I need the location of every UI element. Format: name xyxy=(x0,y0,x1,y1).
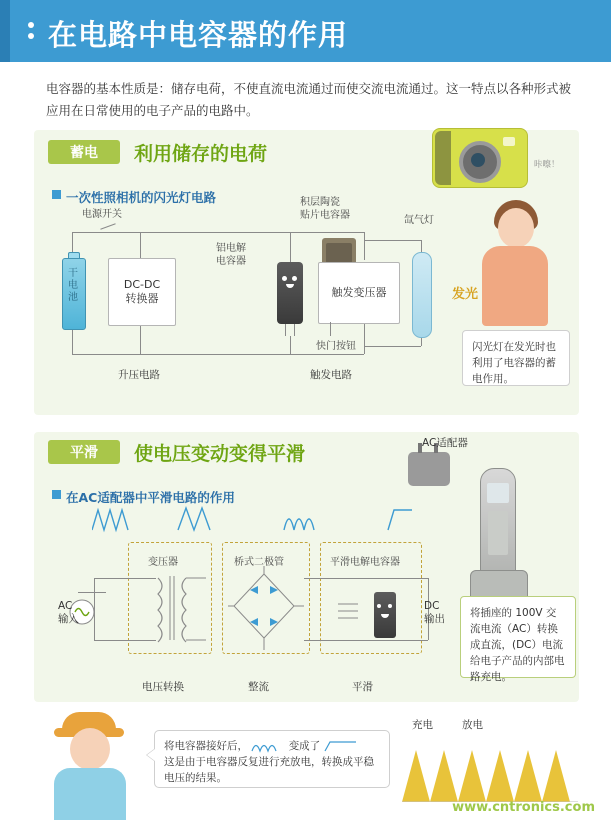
boy-head xyxy=(70,728,110,770)
trigger-transformer-box: 触发变压器 xyxy=(318,262,400,324)
light-label: 发光 xyxy=(452,287,479,302)
header-accent-bar xyxy=(0,0,10,62)
battery-label: 干 电 池 xyxy=(68,268,78,303)
wire-s2-left xyxy=(94,578,95,640)
section-1-tag: 蓄电 xyxy=(48,140,120,164)
boost-circuit-label: 升压电路 xyxy=(118,369,160,381)
subtitle-marker-2 xyxy=(52,490,61,499)
xenon-lamp-illustration xyxy=(412,252,432,338)
bridge-label: 桥式二极管 xyxy=(234,557,284,568)
section-2-subtitle: 在AC适配器中平滑电路的作用 xyxy=(66,490,235,505)
wave-before-icon xyxy=(251,739,285,753)
wire-cap-top xyxy=(290,232,291,262)
wire-shutter xyxy=(330,322,331,336)
aluminium-capacitor-label: 铝电解 电容器 xyxy=(216,243,246,267)
section-2-title: 使电压变动变得平滑 xyxy=(134,443,306,465)
section-1-subtitle: 一次性照相机的闪光灯电路 xyxy=(66,190,217,205)
camera-flash xyxy=(503,137,515,146)
wire-dcdc-bottom xyxy=(140,322,141,354)
transformer-symbol xyxy=(150,572,210,646)
charge-discharge-waveform xyxy=(402,740,578,802)
discharge-label: 放电 xyxy=(462,719,483,731)
phone-screen xyxy=(487,483,509,503)
dots-icon xyxy=(28,22,44,42)
aluminium-capacitor-illustration xyxy=(277,262,303,324)
wire-dcdc-top xyxy=(140,232,141,260)
chip-capacitor-body xyxy=(326,243,352,263)
intro-paragraph: 电容器的基本性质是：储存电荷，不使直流电流通过而使交流电流通过。这一特点以各种形式被应用在日常使用的电子产品的电路中。 xyxy=(46,81,572,118)
ac-adapter-illustration xyxy=(408,452,450,486)
wire-trig-top xyxy=(364,232,365,260)
bridge-rectifier-symbol xyxy=(228,566,304,650)
speech-line-2: 这是由于电容器反复进行充放电，转换成平稳电压的结果。 xyxy=(164,756,374,784)
transformer-label: 变压器 xyxy=(148,557,178,568)
wire-xenon-bottom xyxy=(364,346,421,347)
wire-xenon-top xyxy=(364,240,421,241)
wire-s2-top2 xyxy=(304,578,428,579)
wave-after-icon xyxy=(324,739,358,753)
subtitle-marker-1 xyxy=(52,190,61,199)
ac-input-label: AC 输入 xyxy=(58,600,79,625)
section-2-tag: 平滑 xyxy=(48,440,120,464)
dcdc-converter-box xyxy=(108,258,176,326)
wire-trig-bottom xyxy=(364,322,365,354)
charge-label: 充电 xyxy=(412,719,433,731)
wire-bottom xyxy=(72,354,364,355)
xenon-label: 氙气灯 xyxy=(404,215,434,226)
boy-body xyxy=(54,768,126,820)
section-1-title: 利用储存的电荷 xyxy=(134,143,268,165)
camera-lens xyxy=(459,141,501,183)
waveform-row xyxy=(92,500,422,540)
camera-grip xyxy=(435,131,451,185)
bottom-speech-bubble xyxy=(154,730,390,788)
capacitor-symbol xyxy=(336,598,362,628)
wire-s2-bottom2 xyxy=(304,640,428,641)
phone-keypad xyxy=(488,511,508,555)
footer-url: www.cntronics.com xyxy=(452,800,595,815)
camera-sound-label: 咔嚓！ xyxy=(534,160,560,170)
voltage-convert-label: 电压转换 xyxy=(142,681,184,693)
woman-head xyxy=(498,208,534,248)
camera-illustration xyxy=(432,128,528,188)
smooth-cap-label: 平滑电解电容器 xyxy=(330,557,400,568)
wire-battery-bottom xyxy=(72,328,73,354)
dc-output-label: DC 输出 xyxy=(424,600,445,625)
ac-adapter-label: AC适配器 xyxy=(422,437,468,449)
section-2-callout: 将插座的 100V 交流电流（AC）转换成直流，(DC）电流给电子产品的内部电路充电。 xyxy=(460,596,576,678)
page-title: 在电路中电容器的作用 xyxy=(48,18,349,52)
smooth-label: 平滑 xyxy=(352,681,373,693)
dcdc-label: DC-DC 转换器 xyxy=(123,278,161,305)
speech-line-1: 将电容器接好后， 变成了 xyxy=(164,738,380,754)
capacitor-face xyxy=(281,276,299,292)
power-switch-label: 电源开关 xyxy=(82,209,122,220)
section-1-callout: 闪光灯在发光时也利用了电容器的蓄电作用。 xyxy=(462,330,570,386)
shutter-button-label: 快门按钮 xyxy=(316,341,356,352)
trigger-circuit-label: 触发电路 xyxy=(310,369,352,381)
wire-top xyxy=(72,232,364,233)
wire-s2-top xyxy=(94,578,156,579)
wire-s2-bottom xyxy=(94,640,156,641)
chip-capacitor-label: 积层陶瓷 贴片电容器 xyxy=(300,197,350,221)
woman-body xyxy=(482,246,548,326)
ac-wire-in xyxy=(78,592,106,593)
rectify-label: 整流 xyxy=(248,681,269,693)
smoothing-capacitor-illustration xyxy=(374,592,396,638)
wire-cap-bottom xyxy=(290,336,291,354)
capacitor-legs xyxy=(285,324,295,336)
page-header xyxy=(0,0,611,62)
